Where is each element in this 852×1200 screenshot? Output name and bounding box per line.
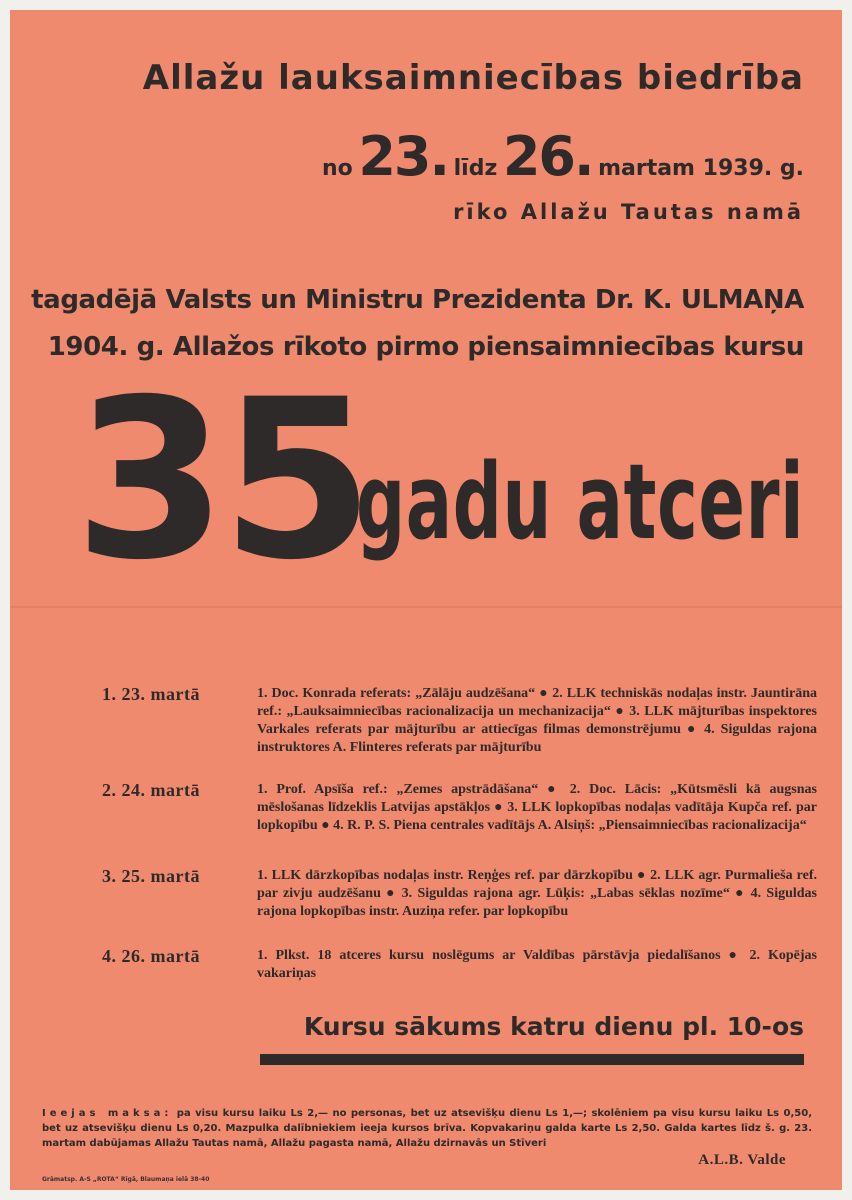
day-label: 3. 25. martā bbox=[102, 866, 200, 886]
date-suffix: martam 1939. g. bbox=[598, 156, 804, 181]
day-program: 1. Prof. Apsīša ref.: „Zemes apstrādāšana“ ● 2. Doc. Lācis: „Kūtsmēsli kā augsnas mēslošanas līdzeklis Latvijas apstākļos ● 3. LLK lopkopības nodaļas vadītāja Kupča ref. par lopkopību ● 4. R. P. S. Piena centrales vadītājs A. Alsiņš: „Piensaimniecības racionalizacija“ bbox=[257, 782, 817, 833]
event-dates bbox=[322, 125, 804, 188]
divider-bar bbox=[260, 1054, 804, 1065]
venue-line: rīko Allažu Tautas namā bbox=[453, 200, 804, 224]
day-label: 2. 24. martā bbox=[102, 780, 200, 800]
entry-fee-text: pa visu kursu laiku Ls 2,— no personas, bet uz atsevišķu dienu Ls 1,—; skolēniem pa visu kursu laiku Ls 0,50, bet uz atsevišķu dienu Ls 0,20. Mazpulka dalībniekiem ieeja kursos brīva. Kopvakariņu galda karte Ls 2,50. Galda kartes līdz š. g. 23. martam dabūjamas Allažu Tautas namā, Allažu pagasta namā, Allažu dzirnavās un Stīveri bbox=[42, 1108, 813, 1149]
date-mid: līdz bbox=[453, 156, 498, 181]
entry-fee-notice bbox=[42, 1106, 812, 1151]
day-program: 1. Plkst. 18 atceres kursu noslēgums ar Valdības pārstāvja piedalīšanos ● 2. Kopējas vakariņas bbox=[257, 948, 817, 981]
poster bbox=[10, 10, 842, 1190]
anniversary-number: 35 bbox=[74, 352, 369, 608]
dedication-line-1: tagadējā Valsts un Ministru Prezidenta Dr. K. ULMAŅA bbox=[31, 285, 804, 315]
dedication-line-2: 1904. g. Allažos rīkoto pirmo piensaimniecības kursu bbox=[47, 332, 804, 362]
printer-imprint: Grāmatsp. A-S „ROTA“ Rīgā, Blaumaņa ielā 38-40 bbox=[42, 1176, 210, 1183]
day-program: 1. LLK dārzkopības nodaļas instr. Reņģes ref. par dārzkopību ● 2. LLK agr. Purmalieša ref. par zivju audzēšanu ● 3. Siguldas rajona agr. Lūķis: „Labas sēklas nozīme“ ● 4. Siguldas rajona lopkopības instr. Auziņa refer. par lopkopību bbox=[257, 868, 817, 919]
date-from: 23. bbox=[358, 125, 449, 188]
date-prefix: no bbox=[322, 156, 353, 181]
day-label: 4. 26. martā bbox=[102, 946, 200, 966]
signature: A.L.B. Valde bbox=[698, 1152, 786, 1168]
anniversary-title: gadu atceri bbox=[355, 441, 804, 563]
course-start-time: Kursu sākums katru dienu pl. 10-os bbox=[303, 1012, 804, 1041]
day-label: 1. 23. martā bbox=[102, 684, 200, 704]
day-program: 1. Doc. Konrada referats: „Zālāju audzēšana“ ● 2. LLK techniskās nodaļas instr. Jauntirāna ref.: „Lauksaimniecības racionalizacija un mechanizacija“ ● 3. LLK mājturības inspektores Varkales referats par mājturību ar attiecīgas filmas demonstrējumu ● 4. Siguldas rajona instruktores A. Flinteres referats par mājturību bbox=[257, 686, 817, 755]
date-to: 26. bbox=[502, 125, 593, 188]
entry-fee-label: Ieejas maksa: bbox=[42, 1108, 173, 1119]
organization-name: Allažu lauksaimniecības biedrība bbox=[142, 58, 804, 98]
